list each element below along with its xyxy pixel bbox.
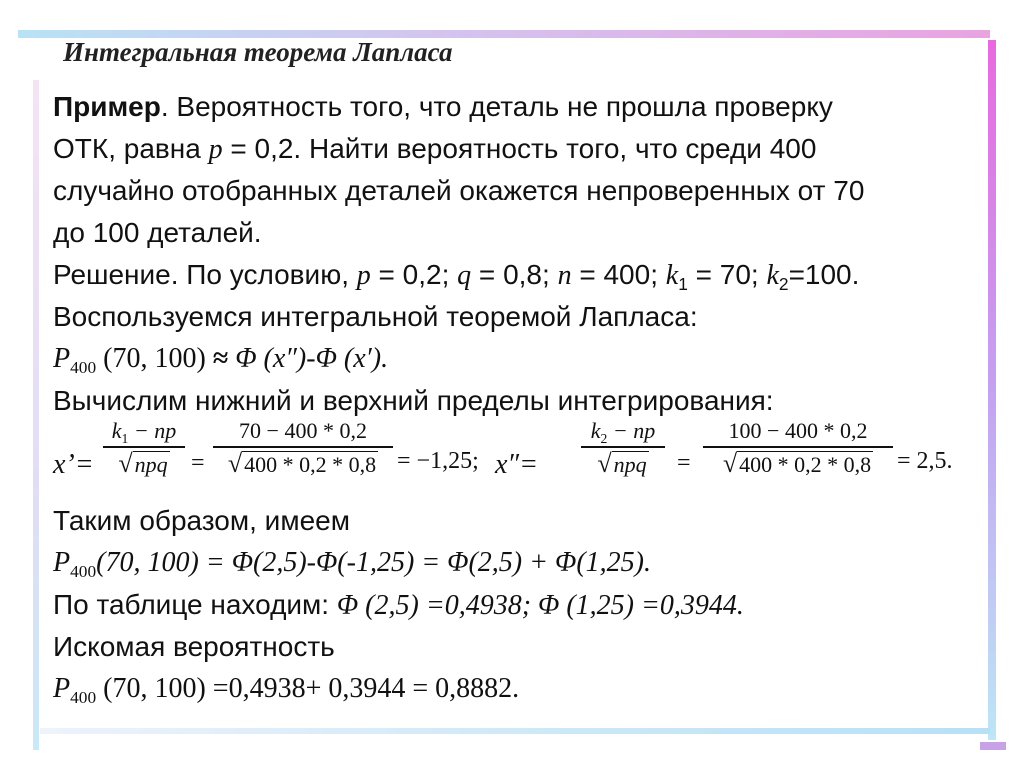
x2-label: x″= [495, 449, 538, 480]
table-line: По таблице находим: Φ (2,5) =0,4938; Φ (1,25) =0,3944. [53, 589, 744, 621]
answer-line: Искомая вероятность [53, 631, 335, 662]
solution-line: Решение. По условию, p = 0,2; q = 0,8; n = 400; $k_1 = 70$; $k_2=100$. [53, 259, 860, 295]
x1-result: = −1,25; [397, 448, 479, 474]
example-line-2: ОТК, равна p = 0,2. Найти вероятность того, что среди 400 [53, 133, 817, 165]
x1-fraction-numeric: 70 − 400 * 0,2 √400 * 0,2 * 0,8 [213, 418, 393, 479]
formula-line-3: $P_{400}$ (70, 100) =0,4938+ 0,3944 = 0,8882. [53, 673, 520, 708]
formula-line-1: $P_{400}$ (70, 100) ≈ Φ (x″)-Φ (x′). [53, 343, 389, 378]
example-line-4: до 100 деталей. [53, 217, 262, 248]
example-label: Пример [53, 91, 161, 122]
thus-line: Таким образом, имеем [53, 505, 350, 536]
left-decor-bar [33, 80, 39, 750]
approx-symbol: ≈ [212, 343, 229, 374]
example-line-3: случайно отобранных деталей окажется непроверенных от 70 [53, 175, 865, 206]
x1-fraction-general: $k_1$ − np √npq [103, 418, 185, 479]
use-theorem-line: Воспользуемся интегральной теоремой Лапласа: [53, 301, 698, 332]
limits-line: Вычислим нижний и верхний пределы интегрирования: [53, 385, 774, 416]
x2-fraction-numeric: 100 − 400 * 0,2 √400 * 0,2 * 0,8 [703, 418, 893, 479]
slide-content [53, 86, 973, 710]
corner-decor-bar [980, 742, 1006, 750]
x2-result: = 2,5. [897, 448, 953, 474]
limits-equations: x’= $k_1$ − np √npq = 70 − 400 * 0,2 √400 * 0,2 * 0,8 = −1,25; x″= $k_2$ − np √npq = 100 − 400 * 0,2 √400 * 0,2 * 0,8 = 2,5. [53, 422, 973, 500]
right-decor-bar [988, 40, 996, 740]
x1-label: x’= [53, 449, 94, 480]
formula-line-2: $P_{400}(70$, 100) = Φ(2,5)-Φ(-1,25) = Φ(2,5) + Φ(1,25). [53, 547, 651, 582]
x2-fraction-general: $k_2$ − np √npq [581, 418, 665, 479]
slide-title: Интегральная теорема Лапласа [63, 37, 453, 67]
bottom-decor-bar [40, 728, 990, 734]
example-line-1: Пример. Вероятность того, что деталь не прошла проверку [53, 91, 833, 122]
